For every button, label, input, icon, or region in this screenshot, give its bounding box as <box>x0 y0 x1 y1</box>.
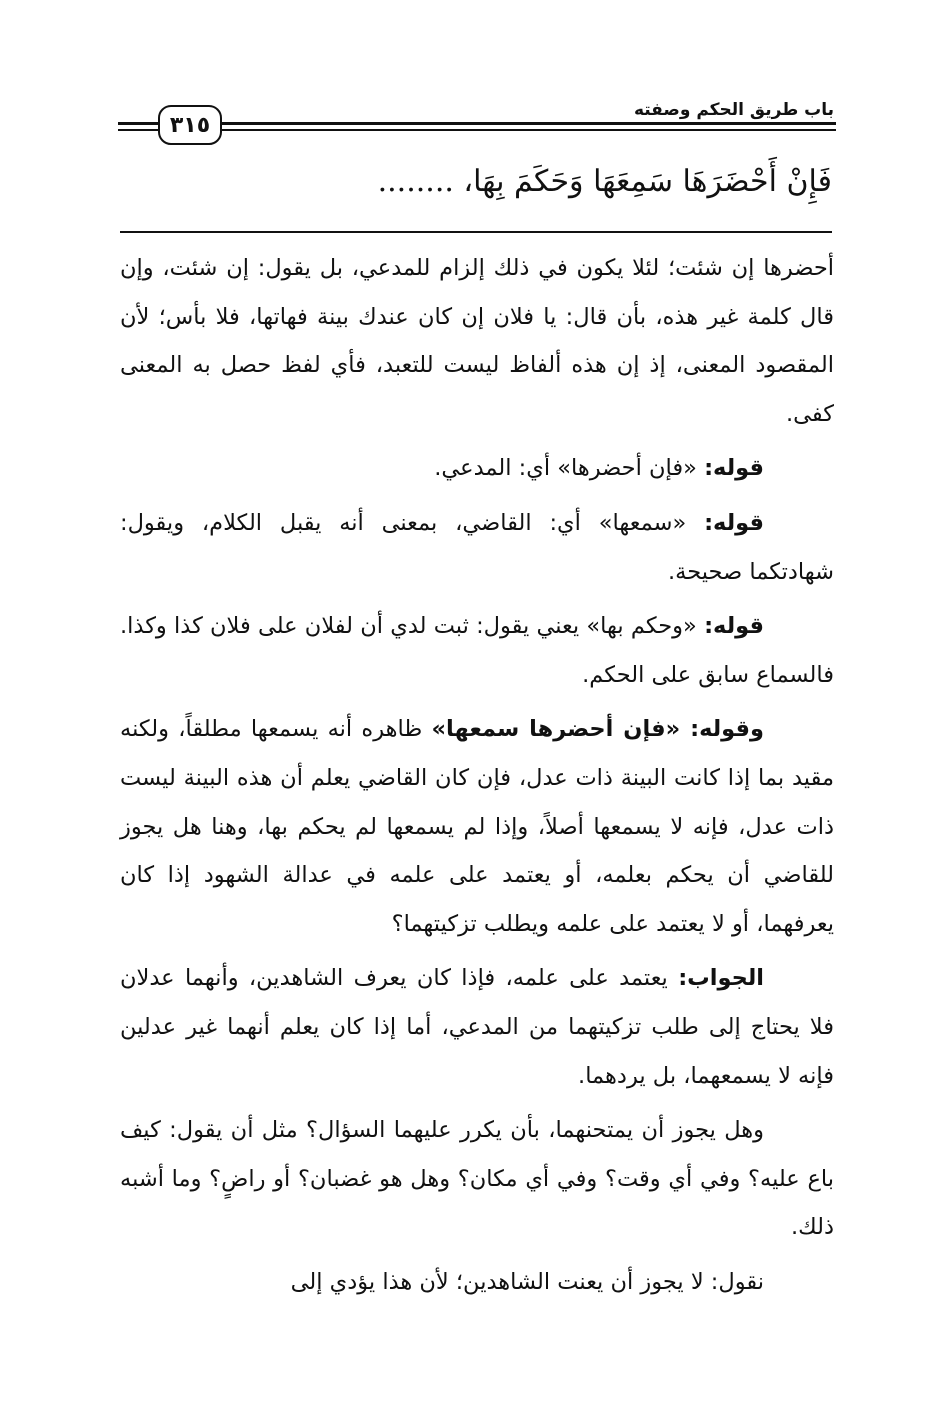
page-number: ٣١٥ <box>169 112 211 138</box>
paragraph-lead: الجواب: <box>678 965 764 992</box>
paragraph-8 <box>120 1258 834 1307</box>
paragraph-text: وهل يجوز أن يمتحنهما، بأن يكرر عليهما السؤال؟ مثل أن يقول: كيف باع عليه؟ وفي أي وقت؟ وفي أي مكان؟ وهل هو غضبان؟ أو راضٍ؟ وما أشبه ذلك. <box>120 1117 834 1241</box>
commentary-body <box>120 244 834 1312</box>
header-rule-thin <box>222 129 836 131</box>
paragraph-lead: قوله: <box>704 455 764 482</box>
header-rule-left-thick <box>118 122 158 125</box>
page-number-badge <box>158 105 222 145</box>
header-rule-left-thin <box>118 129 158 131</box>
paragraph-text: ظاهره أنه يسمعها مطلقاً، ولكنه مقيد بما إذا كانت البينة ذات عدل، فإن كان القاضي يعلم أن هذه البينة ليست ذات عدل، فإنه لا يسمعها أصلاً، وإذا لم يسمعها لم يحكم بها، وهنا هل يجوز للقاضي أن يحكم بعلمه، أو يعتمد على علمه في عدالة الشهود إذا كان يعرفهما، أو لا يعتمد على علمه ويطلب تزكيتهما؟ <box>120 716 834 937</box>
chapter-running-title: باب طريق الحكم وصفته <box>633 100 834 120</box>
paragraph-text: «وحكم بها» يعني يقول: ثبت لدي أن لفلان على فلان كذا وكذا. فالسماع سابق على الحكم. <box>120 613 834 688</box>
paragraph-7 <box>120 1106 834 1252</box>
paragraph-text: «فإن أحضرها» أي: المدعي. <box>434 455 697 482</box>
paragraph-2 <box>120 444 834 493</box>
paragraph-text: «سمعها» أي: القاضي، بمعنى أنه يقبل الكلام، ويقول: شهادتكما صحيحة. <box>120 509 834 585</box>
paragraph-4 <box>120 602 834 699</box>
matn-separator-rule <box>120 231 832 233</box>
paragraph-text: أحضرها إن شئت؛ لئلا يكون في ذلك إلزام للمدعي، بل يقول: إن شئت، وإن قال كلمة غير هذه، بأن قال: يا فلان إن كان عندك بينة فهاتها، فلا بأس؛ لأن المقصود المعنى، إذ إن هذه ألفاظ ليست للتعبد، فأي لفظ حصل به المعنى كفى. <box>120 255 834 427</box>
paragraph-6 <box>120 954 834 1100</box>
matn-line: فَإِنْ أَحْضَرَهَا سَمِعَهَا وَحَكَمَ بِهَا، ........ <box>377 164 832 199</box>
paragraph-5 <box>120 705 834 948</box>
paragraph-text: نقول: لا يجوز أن يعنت الشاهدين؛ لأن هذا يؤدي إلى <box>290 1268 764 1295</box>
paragraph-text: يعتمد على علمه، فإذا كان يعرف الشاهدين، وأنهما عدلان فلا يحتاج إلى طلب تزكيتهما من المدعي، أما إذا كان يعلم أنهما غير عدلين فإنه لا يسمعهما، بل يردهما. <box>120 965 834 1089</box>
header-rule-thick <box>222 122 836 125</box>
paragraph-1 <box>120 244 834 438</box>
paragraph-lead: قوله: <box>704 509 764 536</box>
paragraph-lead: وقوله: «فإن أحضرها سمعها» <box>431 716 764 743</box>
paragraph-lead: قوله: <box>704 613 764 640</box>
paragraph-3 <box>120 499 834 596</box>
